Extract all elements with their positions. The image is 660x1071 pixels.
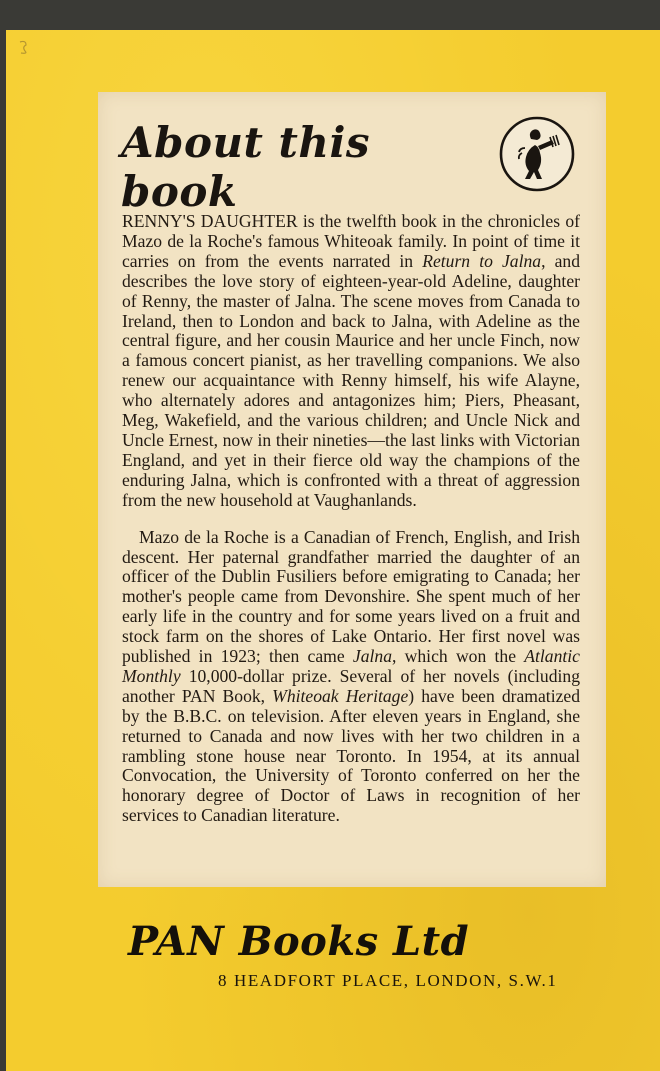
description-paragraph-1: RENNY'S DAUGHTER is the twelfth book in the chronicles of Mazo de la Roche's famous Whiteoak family. In point of time it carries on from the events narrated in Return to Jalna, and describes the love story of eighteen-year-old Adeline, daughter of Renny, the master of Jalna. The scene moves from Canada to Ireland, then to London and back to Jalna, with Adeline as the central figure, and her cousin Maurice and her uncle Finch, now a famous concert pianist, as her travelling companions. We also renew our acquaintance with Renny himself, his wife Alayne, who alternately adores and antagonizes him; Piers, Pheasant, Meg, Wakefield, and the various children; and Uncle Nick and Uncle Ernest, now in their nineties—the last links with Victorian England, and yet in their fierce old way the champions of the enduring Jalna, which is confronted with a threat of aggression from the new household at Vaughanlands. <box>122 211 581 510</box>
publisher-name: PAN Books Ltd <box>128 918 470 965</box>
page-title: About this book <box>121 118 371 216</box>
publisher-address: 8 HEADFORT PLACE, LONDON, S.W.1 <box>218 971 558 990</box>
pan-piper-logo-icon <box>498 115 576 193</box>
book-description <box>122 212 580 826</box>
pencil-mark-icon <box>14 38 34 58</box>
author-biography-paragraph: Mazo de la Roche is a Canadian of French, English, and Irish descent. Her paternal grandfather married the daughter of an officer of the Dublin Fusiliers before emigrating to Canada; her mother's people came from Devonshire. She spent much of her early life in the country and for some years lived on a fruit and stock farm on the shores of Lake Ontario. Her first novel was published in 1923; then came Jalna, which won the Atlantic Monthly 10,000-dollar prize. Several of her novels (including another PAN Book, Whiteoak Heritage) have been dramatized by the B.B.C. on television. After eleven years in England, she returned to Canada and now lives with her two children in a rambling stone house near Toronto. In 1954, at its annual Convocation, the University of Toronto conferred on her the honorary degree of Doctor of Laws in recognition of her services to Canadian literature. <box>122 526 580 826</box>
